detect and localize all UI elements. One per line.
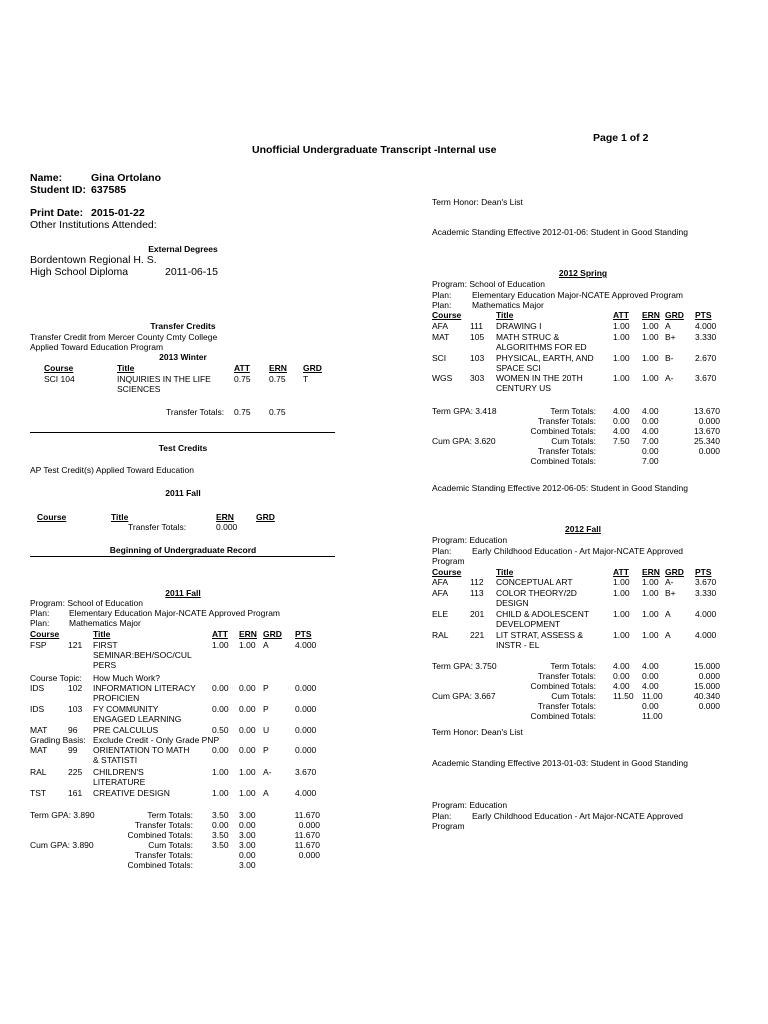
transfer-totals-label: Transfer Totals: [166, 407, 225, 417]
plan-value: Early Childhood Education - Art Major-NCATE Approved [472, 546, 684, 556]
course-grade: P [263, 683, 269, 693]
col-ern: ERN [269, 363, 287, 373]
course-subject: MAT [30, 725, 48, 735]
transfer-grd: T [303, 374, 309, 384]
test-credits-term: 2011 Fall [165, 488, 201, 498]
course-title: PROFICIEN [93, 693, 140, 703]
course-number: 111 [470, 321, 483, 331]
totals-label: Term Totals: [550, 406, 596, 416]
totals-ern: 7.00 [642, 456, 659, 466]
col-grd: GRD [263, 629, 282, 639]
term-gpa: Term GPA: 3.418 [432, 406, 497, 416]
totals-label: Cum Totals: [148, 840, 193, 850]
course-att: 1.00 [613, 321, 630, 331]
course-number: 225 [68, 767, 83, 777]
course-number: 121 [68, 640, 83, 650]
transfer-totals-att: 0.75 [234, 407, 251, 417]
totals-ern: 4.00 [642, 426, 659, 436]
totals-ern: 0.00 [642, 701, 659, 711]
col-ern: ERN [216, 512, 234, 522]
course-grade: B- [665, 353, 674, 363]
course-title: CENTURY US [496, 383, 551, 393]
course-subject: MAT [30, 745, 48, 755]
totals-att: 4.00 [613, 661, 630, 671]
totals-ern: 0.00 [239, 850, 256, 860]
totals-ern: 4.00 [642, 406, 659, 416]
totals-label: Transfer Totals: [134, 820, 193, 830]
program: Program: Education [432, 535, 508, 545]
course-grade: A [263, 788, 269, 798]
col-att: ATT [212, 629, 228, 639]
course-title: PERS [93, 660, 117, 670]
course-title: WOMEN IN THE 20TH [496, 373, 583, 383]
course-ern: 1.00 [642, 588, 659, 598]
term-honor: Term Honor: Dean's List [432, 197, 523, 207]
academic-standing: Academic Standing Effective 2012-01-06: Student in Good Standing [432, 227, 688, 237]
plan-label: Plan: [432, 300, 452, 310]
course-ern: 0.00 [239, 745, 256, 755]
cum-gpa: Cum GPA: 3.890 [30, 840, 94, 850]
course-ern: 1.00 [239, 788, 256, 798]
term-heading-2011-fall: 2011 Fall [165, 588, 201, 598]
totals-pts: 0.000 [698, 671, 720, 681]
col-att: ATT [613, 567, 629, 577]
course-att: 1.00 [613, 577, 630, 587]
course-grade: A [263, 640, 269, 650]
totals-label: Transfer Totals: [537, 446, 596, 456]
totals-pts: 11.670 [294, 810, 320, 820]
col-title: Title [117, 363, 135, 373]
totals-att: 3.50 [212, 830, 229, 840]
course-points: 0.000 [295, 704, 317, 714]
course-points: 2.670 [695, 353, 717, 363]
totals-att: 0.00 [613, 671, 630, 681]
course-ern: 0.00 [239, 725, 256, 735]
course-ern: 1.00 [239, 767, 256, 777]
course-title: ALGORITHMS FOR ED [496, 342, 587, 352]
totals-pts: 13.670 [694, 406, 720, 416]
totals-ern: 3.00 [239, 840, 256, 850]
document-title: Unofficial Undergraduate Transcript -Internal use [252, 144, 497, 156]
course-subject: TST [30, 788, 47, 798]
transfer-credits-heading: Transfer Credits [150, 321, 216, 331]
course-att: 1.00 [613, 630, 630, 640]
totals-att: 7.50 [613, 436, 630, 446]
col-course: Course [432, 567, 462, 577]
course-title: LIT STRAT, ASSESS & [496, 630, 584, 640]
course-grade: A [665, 321, 671, 331]
col-att: ATT [234, 363, 250, 373]
external-degree: High School Diploma [30, 266, 129, 278]
course-subject: MAT [432, 332, 450, 342]
other-institutions-label: Other Institutions Attended: [30, 219, 157, 231]
course-subject: RAL [30, 767, 47, 777]
beginning-of-record: Beginning of Undergraduate Record [109, 545, 257, 555]
term-gpa: Term GPA: 3.750 [432, 661, 497, 671]
totals-label: Combined Totals: [530, 711, 596, 721]
course-att: 1.00 [613, 588, 630, 598]
totals-pts: 0.000 [698, 416, 720, 426]
student-id-label: Student ID: [30, 184, 86, 196]
course-number: 221 [470, 630, 485, 640]
course-title: INFORMATION LITERACY [93, 683, 196, 693]
totals-pts: 0.000 [698, 701, 720, 711]
term-gpa: Term GPA: 3.890 [30, 810, 95, 820]
course-att: 1.00 [613, 353, 630, 363]
transfer-title-line1: INQUIRIES IN THE LIFE [117, 374, 211, 384]
totals-pts: 15.000 [694, 661, 720, 671]
test-totals-ern: 0.000 [216, 522, 238, 532]
cum-gpa: Cum GPA: 3.667 [432, 691, 496, 701]
transfer-ern: 0.75 [269, 374, 286, 384]
totals-att: 4.00 [613, 426, 630, 436]
transfer-course: SCI 104 [44, 374, 75, 384]
col-grd: GRD [665, 310, 684, 320]
course-points: 0.000 [295, 683, 317, 693]
test-credits-heading: Test Credits [158, 443, 208, 453]
course-number: 102 [68, 683, 83, 693]
totals-label: Combined Totals: [530, 426, 596, 436]
course-number: 103 [68, 704, 83, 714]
plan-value: Elementary Education Major-NCATE Approved Program [472, 290, 684, 300]
course-subject: AFA [432, 577, 449, 587]
course-points: 4.000 [695, 630, 717, 640]
external-degree-date: 2011-06-15 [165, 266, 218, 278]
course-grade: B+ [665, 588, 676, 598]
course-title: FY COMMUNITY [93, 704, 159, 714]
course-title: ORIENTATION TO MATH [93, 745, 190, 755]
course-subject: ELE [432, 609, 449, 619]
totals-ern: 3.00 [239, 810, 256, 820]
transfer-term: 2013 Winter [159, 352, 207, 362]
course-title: CHILDREN'S [93, 767, 144, 777]
totals-ern: 4.00 [642, 661, 659, 671]
totals-pts: 11.670 [294, 840, 320, 850]
course-title: CREATIVE DESIGN [93, 788, 170, 798]
totals-label: Transfer Totals: [537, 671, 596, 681]
course-points: 3.330 [695, 588, 717, 598]
program: Program: School of Education [432, 279, 545, 289]
course-points: 3.330 [695, 332, 717, 342]
program: Program: Education [432, 800, 508, 810]
course-grade: B+ [665, 332, 676, 342]
external-degrees-heading: External Degrees [148, 244, 218, 254]
totals-label: Term Totals: [147, 810, 193, 820]
col-title: Title [93, 629, 111, 639]
cum-gpa: Cum GPA: 3.620 [432, 436, 496, 446]
course-att: 1.00 [613, 373, 630, 383]
course-points: 0.000 [295, 745, 317, 755]
course-number: 103 [470, 353, 485, 363]
plan-value: Mathematics Major [472, 300, 544, 310]
transfer-title-line2: SCIENCES [117, 384, 161, 394]
course-number: 99 [68, 745, 78, 755]
transfer-att: 0.75 [234, 374, 251, 384]
course-grade: A [665, 630, 671, 640]
transfer-credits-applied: Applied Toward Education Program [30, 342, 164, 352]
course-title: CHILD & ADOLESCENT [496, 609, 590, 619]
course-subject: SCI [432, 353, 447, 363]
totals-label: Combined Totals: [530, 456, 596, 466]
course-number: 112 [470, 577, 484, 587]
totals-pts: 0.000 [698, 446, 720, 456]
col-ern: ERN [642, 310, 660, 320]
course-subject: FSP [30, 640, 47, 650]
totals-pts: 25.340 [694, 436, 720, 446]
course-ern: 1.00 [642, 609, 659, 619]
totals-pts: 13.670 [694, 426, 720, 436]
plan-label: Plan: [432, 811, 452, 821]
plan-label: Plan: [30, 618, 50, 628]
course-number: 96 [68, 725, 78, 735]
course-title: PRE CALCULUS [93, 725, 159, 735]
totals-pts: 0.000 [298, 820, 320, 830]
course-subject: IDS [30, 683, 45, 693]
course-topic: How Much Work? [93, 673, 160, 683]
course-points: 4.000 [695, 609, 717, 619]
page-number: Page 1 of 2 [593, 132, 649, 144]
term-honor: Term Honor: Dean's List [432, 727, 523, 737]
term-heading-2012-spring: 2012 Spring [558, 268, 608, 278]
course-subject: WGS [432, 373, 453, 383]
course-title: SPACE SCI [496, 363, 541, 373]
plan-value: Elementary Education Major-NCATE Approved Program [69, 608, 281, 618]
divider [30, 556, 335, 557]
totals-label: Cum Totals: [551, 436, 596, 446]
course-ern: 1.00 [239, 640, 256, 650]
course-topic-label: Course Topic: [30, 673, 82, 683]
course-att: 1.00 [613, 609, 630, 619]
totals-ern: 7.00 [642, 436, 659, 446]
totals-label: Transfer Totals: [537, 701, 596, 711]
transfer-credits-source: Transfer Credit from Mercer County Cmty College [30, 332, 218, 342]
totals-pts: 0.000 [298, 850, 320, 860]
col-ern: ERN [239, 629, 257, 639]
course-title: MATH STRUC & [496, 332, 560, 342]
course-number: 201 [470, 609, 485, 619]
course-subject: AFA [432, 588, 449, 598]
totals-ern: 0.00 [642, 671, 659, 681]
student-id: 637585 [91, 184, 127, 196]
totals-label: Term Totals: [550, 661, 596, 671]
plan-value: Mathematics Major [69, 618, 141, 628]
plan-label: Plan: [432, 546, 452, 556]
course-ern: 1.00 [642, 332, 659, 342]
totals-att: 3.50 [212, 810, 229, 820]
course-title: FIRST [93, 640, 118, 650]
totals-label: Combined Totals: [127, 860, 193, 870]
test-credits-line: AP Test Credit(s) Applied Toward Education [30, 465, 194, 475]
col-title: Title [496, 310, 514, 320]
totals-pts: 15.000 [694, 681, 720, 691]
grading-basis-label: Grading Basis: [30, 735, 86, 745]
course-title: LITERATURE [93, 777, 146, 787]
totals-att: 0.00 [212, 820, 229, 830]
course-att: 0.00 [212, 745, 229, 755]
divider [30, 432, 335, 433]
course-title: DEVELOPMENT [496, 619, 561, 629]
course-points: 3.670 [695, 373, 717, 383]
plan-label: Plan: [30, 608, 50, 618]
course-points: 3.670 [695, 577, 717, 587]
program: Program: School of Education [30, 598, 143, 608]
print-date: 2015-01-22 [91, 207, 145, 219]
totals-pts: 40.340 [694, 691, 720, 701]
course-title: INSTR - EL [496, 640, 540, 650]
totals-att: 0.00 [613, 416, 630, 426]
grading-basis: Exclude Credit - Only Grade PNP [93, 735, 220, 745]
course-subject: AFA [432, 321, 449, 331]
col-course: Course [44, 363, 74, 373]
col-pts: PTS [695, 310, 712, 320]
course-grade: A [665, 609, 671, 619]
course-points: 3.670 [295, 767, 317, 777]
course-title: ENGAGED LEARNING [93, 714, 182, 724]
course-subject: RAL [432, 630, 449, 640]
col-title: Title [496, 567, 514, 577]
totals-ern: 3.00 [239, 830, 256, 840]
course-att: 1.00 [613, 332, 630, 342]
course-grade: P [263, 745, 269, 755]
totals-ern: 11.00 [642, 691, 663, 701]
course-ern: 1.00 [642, 630, 659, 640]
totals-label: Combined Totals: [530, 681, 596, 691]
transfer-totals-ern: 0.75 [269, 407, 286, 417]
course-grade: A- [665, 577, 674, 587]
col-course: Course [37, 512, 67, 522]
course-att: 1.00 [212, 640, 229, 650]
totals-label: Combined Totals: [127, 830, 193, 840]
totals-ern: 4.00 [642, 681, 659, 691]
course-points: 4.000 [695, 321, 717, 331]
col-course: Course [30, 629, 60, 639]
term-heading-2012-fall: 2012 Fall [565, 524, 601, 534]
course-ern: 0.00 [239, 683, 256, 693]
col-grd: GRD [256, 512, 275, 522]
totals-ern: 3.00 [239, 860, 256, 870]
course-ern: 1.00 [642, 373, 659, 383]
totals-label: Transfer Totals: [537, 416, 596, 426]
course-ern: 1.00 [642, 353, 659, 363]
course-points: 4.000 [295, 788, 317, 798]
course-title: DESIGN [496, 598, 529, 608]
col-att: ATT [613, 310, 629, 320]
course-att: 0.00 [212, 704, 229, 714]
totals-ern: 0.00 [642, 446, 659, 456]
course-title: COLOR THEORY/2D [496, 588, 577, 598]
course-att: 1.00 [212, 767, 229, 777]
totals-att: 11.50 [613, 691, 634, 701]
course-grade: A- [263, 767, 272, 777]
course-title: CONCEPTUAL ART [496, 577, 573, 587]
course-title: PHYSICAL, EARTH, AND [496, 353, 594, 363]
test-totals-label: Transfer Totals: [128, 522, 187, 532]
plan-continued: Program [432, 556, 465, 566]
course-number: 113 [470, 588, 484, 598]
external-school: Bordentown Regional H. S. [30, 254, 157, 266]
course-subject: IDS [30, 704, 45, 714]
totals-att: 4.00 [613, 681, 630, 691]
col-pts: PTS [295, 629, 312, 639]
totals-ern: 0.00 [642, 416, 659, 426]
totals-label: Cum Totals: [551, 691, 596, 701]
course-ern: 0.00 [239, 704, 256, 714]
col-grd: GRD [665, 567, 684, 577]
course-title: DRAWING I [496, 321, 542, 331]
course-title: SEMINAR:BEH/SOC/CUL [93, 650, 192, 660]
totals-label: Transfer Totals: [134, 850, 193, 860]
totals-att: 3.50 [212, 840, 229, 850]
plan-value: Early Childhood Education - Art Major-NCATE Approved [472, 811, 684, 821]
course-att: 0.00 [212, 683, 229, 693]
totals-att: 4.00 [613, 406, 630, 416]
course-number: 303 [470, 373, 485, 383]
name-label: Name: [30, 172, 63, 184]
col-grd: GRD [303, 363, 322, 373]
course-att: 0.50 [212, 725, 229, 735]
student-name: Gina Ortolano [91, 172, 162, 184]
course-ern: 1.00 [642, 321, 659, 331]
plan-continued: Program [432, 821, 465, 831]
academic-standing: Academic Standing Effective 2013-01-03: Student in Good Standing [432, 758, 688, 768]
plan-label: Plan: [432, 290, 452, 300]
academic-standing: Academic Standing Effective 2012-06-05: Student in Good Standing [432, 483, 688, 493]
col-pts: PTS [695, 567, 712, 577]
print-date-label: Print Date: [30, 207, 84, 219]
course-points: 4.000 [295, 640, 317, 650]
course-number: 161 [68, 788, 83, 798]
course-number: 105 [470, 332, 485, 342]
totals-ern: 0.00 [239, 820, 256, 830]
totals-pts: 11.670 [294, 830, 320, 840]
course-grade: U [263, 725, 270, 735]
course-points: 0.000 [295, 725, 317, 735]
course-title: & STATISTI [93, 755, 138, 765]
totals-ern: 11.00 [642, 711, 663, 721]
col-ern: ERN [642, 567, 660, 577]
col-title: Title [111, 512, 129, 522]
course-grade: A- [665, 373, 674, 383]
course-att: 1.00 [212, 788, 229, 798]
course-ern: 1.00 [642, 577, 659, 587]
course-grade: P [263, 704, 269, 714]
col-course: Course [432, 310, 462, 320]
